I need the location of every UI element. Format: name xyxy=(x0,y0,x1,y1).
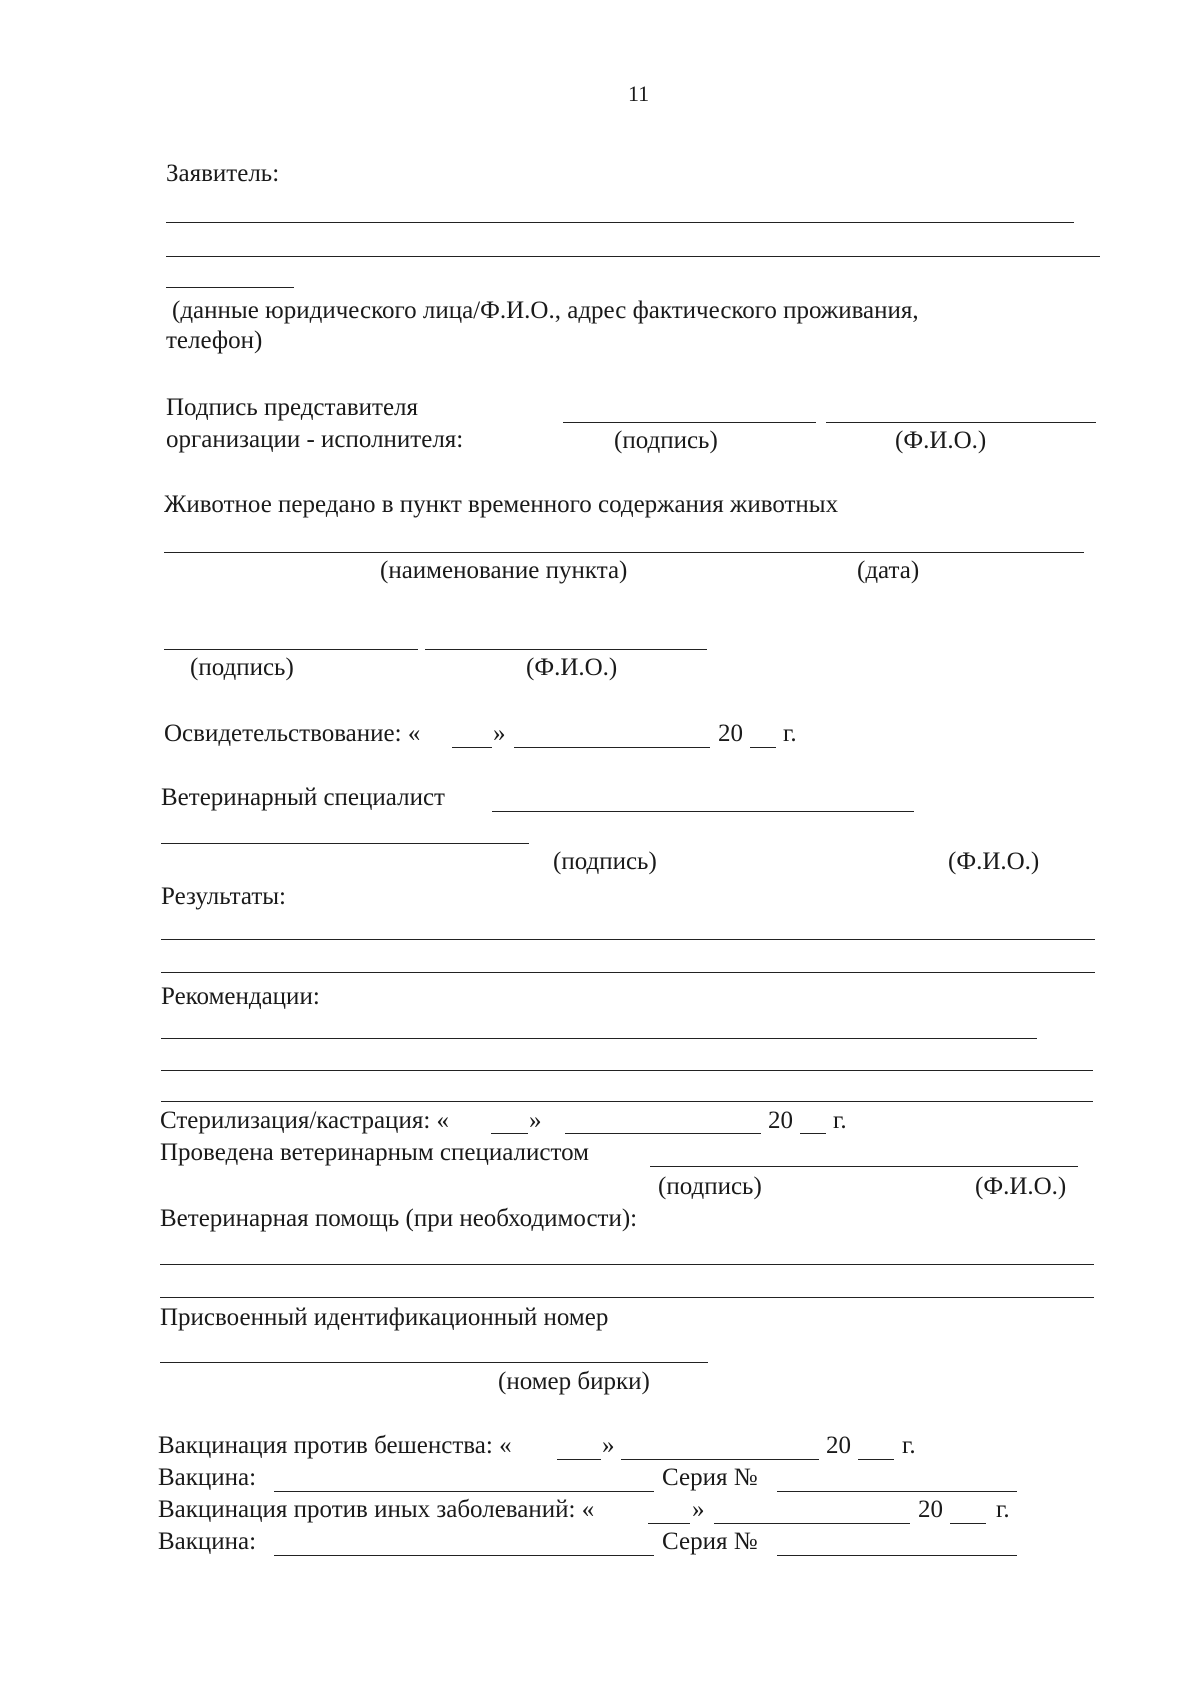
applicant-field-line-3[interactable] xyxy=(166,287,294,288)
applicant-hint-line-2: телефон) xyxy=(166,327,263,354)
identification-caption: (номер бирки) xyxy=(498,1368,650,1395)
transfer-name-line[interactable] xyxy=(425,649,707,650)
sterilization-signature-line[interactable] xyxy=(650,1166,1078,1167)
other-series-line[interactable] xyxy=(777,1555,1017,1556)
identification-number-line[interactable] xyxy=(160,1362,708,1363)
results-label: Результаты: xyxy=(161,883,286,910)
rep-name-line[interactable] xyxy=(826,422,1096,423)
sterilization-signature-caption: (подпись) xyxy=(658,1173,762,1200)
rep-signature-caption: (подпись) xyxy=(614,427,718,454)
rabies-year-line[interactable] xyxy=(858,1459,894,1460)
other-month-line[interactable] xyxy=(714,1523,910,1524)
examination-year-suffix: г. xyxy=(783,720,797,747)
examination-year-prefix: 20 xyxy=(718,720,743,747)
rep-signature-label-2: организации - исполнителя: xyxy=(166,426,464,453)
vet-help-label: Ветеринарная помощь (при необходимости): xyxy=(160,1205,638,1232)
rabies-quote-close: » xyxy=(602,1432,615,1459)
examination-day-line[interactable] xyxy=(452,747,492,748)
rabies-vaccination-label: Вакцинация против бешенства: « xyxy=(158,1432,512,1459)
sterilization-month-line[interactable] xyxy=(565,1133,761,1134)
rep-name-caption: (Ф.И.О.) xyxy=(895,427,987,454)
rabies-day-line[interactable] xyxy=(557,1459,601,1460)
other-series-label: Серия № xyxy=(662,1528,758,1555)
examination-quote-close: » xyxy=(493,720,506,747)
vet-help-line-2[interactable] xyxy=(160,1297,1094,1298)
rabies-vaccine-label: Вакцина: xyxy=(158,1464,257,1491)
rep-signature-label-1: Подпись представителя xyxy=(166,394,419,421)
other-vaccine-label: Вакцина: xyxy=(158,1528,257,1555)
recommendations-label: Рекомендации: xyxy=(161,983,320,1010)
sterilization-quote-close: » xyxy=(529,1107,542,1134)
applicant-hint-line-1: (данные юридического лица/Ф.И.О., адрес фактического проживания, xyxy=(172,297,919,324)
rabies-series-label: Серия № xyxy=(662,1464,758,1491)
sterilization-label: Стерилизация/кастрация: « xyxy=(160,1107,450,1134)
applicant-field-line-1[interactable] xyxy=(166,222,1074,223)
page-number: 11 xyxy=(628,81,650,106)
transfer-point-caption: (наименование пункта) xyxy=(380,557,628,584)
transfer-point-line[interactable] xyxy=(164,552,1084,553)
rabies-vaccine-line[interactable] xyxy=(274,1491,654,1492)
transfer-date-caption: (дата) xyxy=(857,557,920,584)
recommendations-line-1[interactable] xyxy=(161,1038,1037,1039)
other-day-line[interactable] xyxy=(648,1523,690,1524)
results-line-1[interactable] xyxy=(161,939,1095,940)
results-line-2[interactable] xyxy=(161,972,1095,973)
applicant-label: Заявитель: xyxy=(166,160,280,187)
recommendations-line-2[interactable] xyxy=(161,1070,1093,1071)
transfer-signature-caption: (подпись) xyxy=(190,654,294,681)
vet-specialist-name-caption: (Ф.И.О.) xyxy=(948,848,1040,875)
rabies-year-suffix: г. xyxy=(902,1432,916,1459)
sterilization-year-prefix: 20 xyxy=(768,1107,793,1134)
examination-month-line[interactable] xyxy=(514,747,710,748)
other-quote-close: » xyxy=(692,1496,705,1523)
other-vaccination-label: Вакцинация против иных заболеваний: « xyxy=(158,1496,595,1523)
identification-label: Присвоенный идентификационный номер xyxy=(160,1304,609,1331)
transfer-signature-line[interactable] xyxy=(164,649,418,650)
vet-specialist-label: Ветеринарный специалист xyxy=(161,784,445,811)
rabies-year-prefix: 20 xyxy=(826,1432,851,1459)
rabies-series-line[interactable] xyxy=(777,1491,1017,1492)
sterilization-year-line[interactable] xyxy=(800,1133,826,1134)
recommendations-line-3[interactable] xyxy=(161,1101,1093,1102)
sterilization-day-line[interactable] xyxy=(491,1133,528,1134)
sterilization-year-suffix: г. xyxy=(833,1107,847,1134)
vet-specialist-name-line[interactable] xyxy=(161,843,529,844)
rep-signature-line[interactable] xyxy=(563,422,816,423)
sterilization-performed-label: Проведена ветеринарным специалистом xyxy=(160,1139,589,1166)
other-year-line[interactable] xyxy=(950,1523,986,1524)
vet-specialist-signature-line[interactable] xyxy=(492,811,914,812)
examination-year-line[interactable] xyxy=(750,747,776,748)
other-vaccine-line[interactable] xyxy=(274,1555,654,1556)
vet-specialist-signature-caption: (подпись) xyxy=(553,848,657,875)
vet-help-line-1[interactable] xyxy=(160,1264,1094,1265)
applicant-field-line-2[interactable] xyxy=(166,256,1100,257)
other-year-prefix: 20 xyxy=(918,1496,943,1523)
transfer-name-caption: (Ф.И.О.) xyxy=(526,654,618,681)
sterilization-name-caption: (Ф.И.О.) xyxy=(975,1173,1067,1200)
rabies-month-line[interactable] xyxy=(621,1459,819,1460)
examination-label: Освидетельствование: « xyxy=(164,720,421,747)
other-year-suffix: г. xyxy=(996,1496,1010,1523)
transfer-label: Животное передано в пункт временного содержания животных xyxy=(164,491,839,518)
